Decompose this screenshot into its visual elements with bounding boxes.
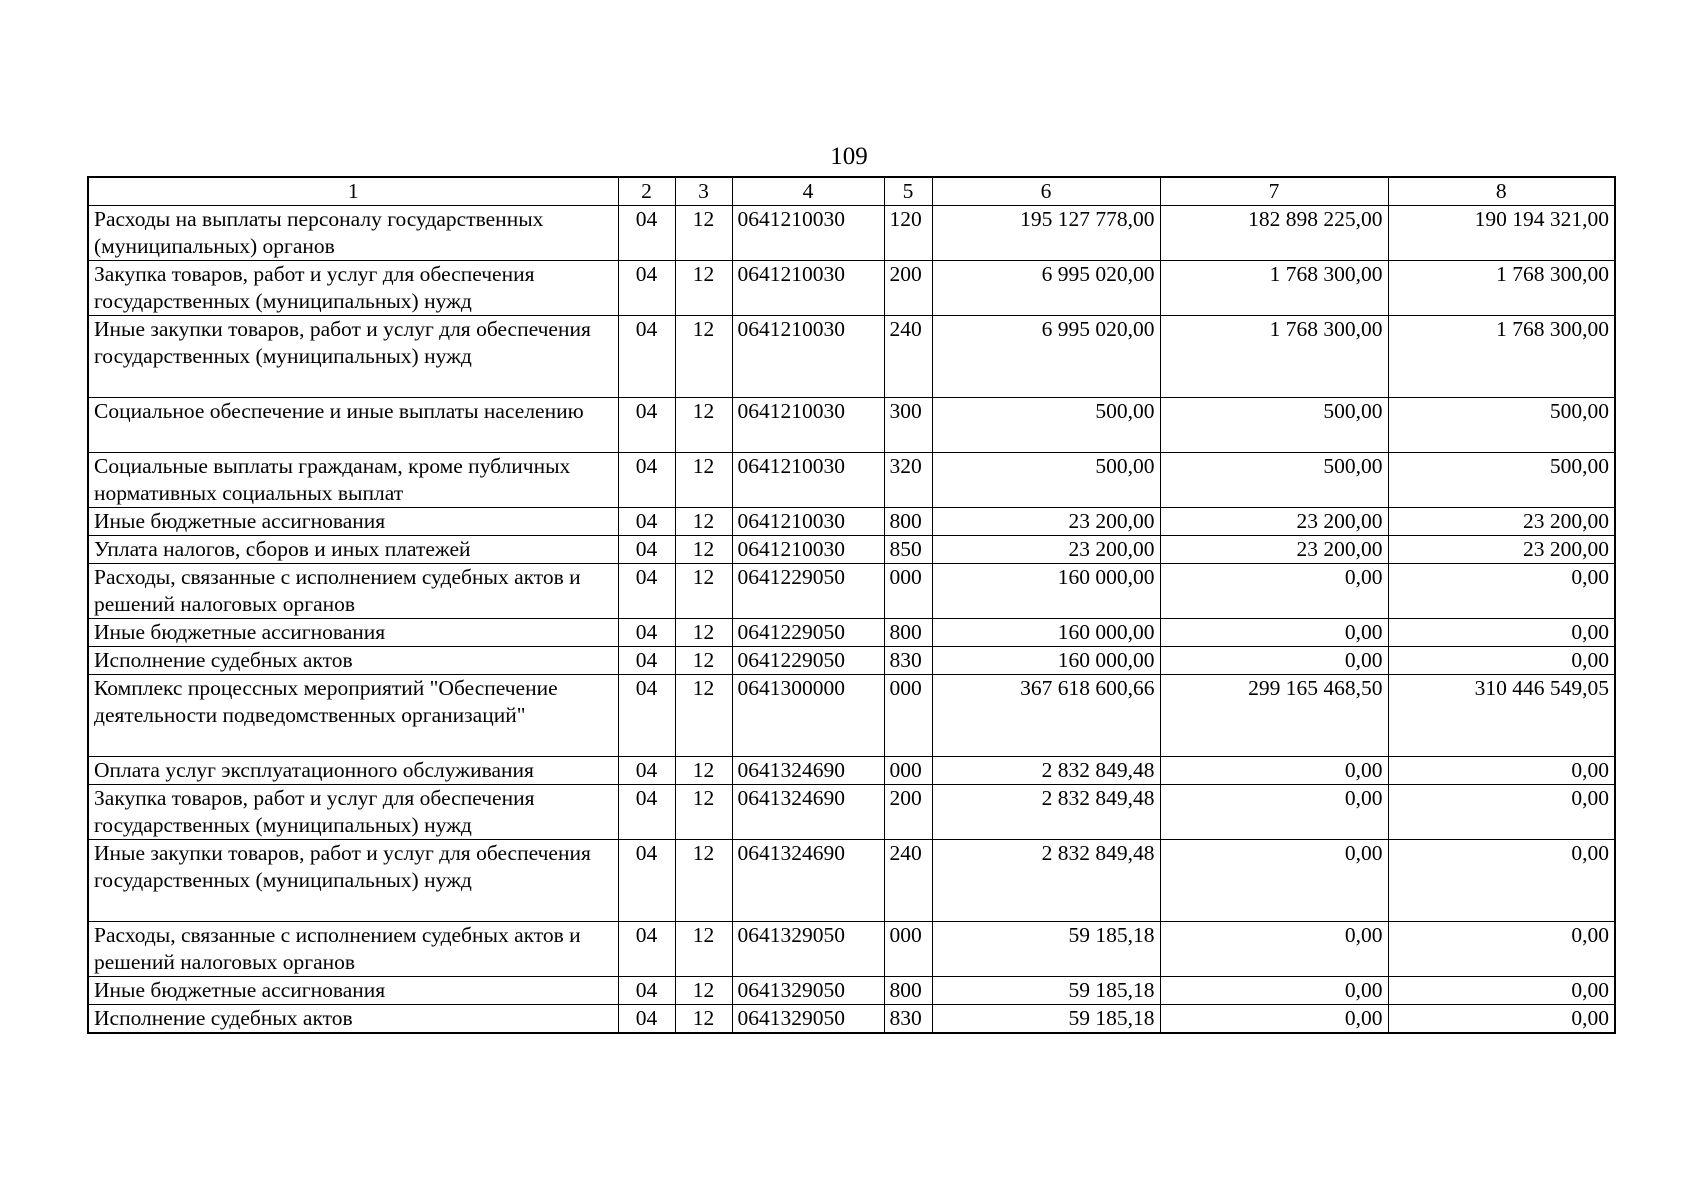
row-target-code-cell: 0641329050	[732, 1005, 884, 1034]
row-amount-col7-cell: 500,00	[1160, 398, 1388, 453]
row-expense-type-cell: 000	[884, 922, 932, 977]
row-section-cell: 04	[618, 977, 675, 1005]
row-target-code-cell: 0641324690	[732, 757, 884, 785]
row-amount-col8-cell: 310 446 549,05	[1388, 675, 1615, 757]
row-amount-col8-cell: 0,00	[1388, 757, 1615, 785]
row-section-cell: 04	[618, 619, 675, 647]
table-row	[88, 508, 1615, 536]
row-expense-type-cell: 120	[884, 206, 932, 261]
row-amount-col7-cell: 0,00	[1160, 757, 1388, 785]
row-amount-col7-cell: 1 768 300,00	[1160, 316, 1388, 398]
row-section-cell: 04	[618, 1005, 675, 1034]
row-amount-col7-cell: 23 200,00	[1160, 536, 1388, 564]
row-amount-col8-cell: 0,00	[1388, 977, 1615, 1005]
row-subsection-cell: 12	[675, 508, 732, 536]
header-cell-4: 4	[732, 177, 884, 206]
row-subsection-cell: 12	[675, 840, 732, 922]
row-amount-col7-cell: 0,00	[1160, 977, 1388, 1005]
row-subsection-cell: 12	[675, 261, 732, 316]
row-name-cell: Расходы на выплаты персоналу государственных (муниципальных) органов	[88, 206, 618, 261]
row-target-code-cell: 0641210030	[732, 398, 884, 453]
row-name-cell: Иные закупки товаров, работ и услуг для обеспечения государственных (муниципальных) нужд	[88, 840, 618, 922]
row-subsection-cell: 12	[675, 785, 732, 840]
row-section-cell: 04	[618, 840, 675, 922]
row-target-code-cell: 0641210030	[732, 206, 884, 261]
row-section-cell: 04	[618, 922, 675, 977]
row-name-cell: Социальные выплаты гражданам, кроме публичных нормативных социальных выплат	[88, 453, 618, 508]
row-subsection-cell: 12	[675, 1005, 732, 1034]
table-row	[88, 536, 1615, 564]
row-name-cell: Исполнение судебных актов	[88, 1005, 618, 1034]
row-expense-type-cell: 800	[884, 977, 932, 1005]
row-target-code-cell: 0641229050	[732, 619, 884, 647]
row-amount-col6-cell: 160 000,00	[932, 564, 1160, 619]
row-amount-col6-cell: 160 000,00	[932, 647, 1160, 675]
header-cell-2: 2	[618, 177, 675, 206]
row-amount-col8-cell: 0,00	[1388, 647, 1615, 675]
row-subsection-cell: 12	[675, 675, 732, 757]
row-amount-col8-cell: 500,00	[1388, 453, 1615, 508]
row-expense-type-cell: 800	[884, 619, 932, 647]
row-amount-col7-cell: 0,00	[1160, 1005, 1388, 1034]
row-target-code-cell: 0641329050	[732, 922, 884, 977]
row-amount-col6-cell: 2 832 849,48	[932, 757, 1160, 785]
row-name-cell: Иные бюджетные ассигнования	[88, 508, 618, 536]
row-name-cell: Комплекс процессных мероприятий "Обеспечение деятельности подведомственных организаций"	[88, 675, 618, 757]
row-amount-col6-cell: 500,00	[932, 453, 1160, 508]
row-amount-col8-cell: 0,00	[1388, 564, 1615, 619]
row-amount-col7-cell: 23 200,00	[1160, 508, 1388, 536]
table-row	[88, 1005, 1615, 1034]
row-amount-col7-cell: 1 768 300,00	[1160, 261, 1388, 316]
row-amount-col6-cell: 23 200,00	[932, 536, 1160, 564]
row-subsection-cell: 12	[675, 316, 732, 398]
row-expense-type-cell: 240	[884, 316, 932, 398]
row-section-cell: 04	[618, 316, 675, 398]
row-expense-type-cell: 800	[884, 508, 932, 536]
row-amount-col7-cell: 0,00	[1160, 564, 1388, 619]
row-section-cell: 04	[618, 206, 675, 261]
row-amount-col6-cell: 59 185,18	[932, 1005, 1160, 1034]
table-row	[88, 453, 1615, 508]
row-subsection-cell: 12	[675, 922, 732, 977]
row-amount-col8-cell: 0,00	[1388, 840, 1615, 922]
row-name-cell: Иные бюджетные ассигнования	[88, 977, 618, 1005]
row-expense-type-cell: 830	[884, 647, 932, 675]
row-target-code-cell: 0641210030	[732, 508, 884, 536]
row-amount-col6-cell: 500,00	[932, 398, 1160, 453]
row-expense-type-cell: 000	[884, 757, 932, 785]
row-amount-col6-cell: 160 000,00	[932, 619, 1160, 647]
row-amount-col7-cell: 0,00	[1160, 840, 1388, 922]
row-amount-col8-cell: 23 200,00	[1388, 508, 1615, 536]
row-amount-col7-cell: 299 165 468,50	[1160, 675, 1388, 757]
row-name-cell: Иные бюджетные ассигнования	[88, 619, 618, 647]
table-row	[88, 675, 1615, 757]
row-name-cell: Социальное обеспечение и иные выплаты населению	[88, 398, 618, 453]
table-row	[88, 922, 1615, 977]
row-amount-col8-cell: 0,00	[1388, 922, 1615, 977]
row-target-code-cell: 0641324690	[732, 785, 884, 840]
row-section-cell: 04	[618, 453, 675, 508]
row-expense-type-cell: 830	[884, 1005, 932, 1034]
row-expense-type-cell: 850	[884, 536, 932, 564]
row-amount-col6-cell: 23 200,00	[932, 508, 1160, 536]
row-name-cell: Закупка товаров, работ и услуг для обеспечения государственных (муниципальных) нужд	[88, 261, 618, 316]
row-expense-type-cell: 240	[884, 840, 932, 922]
table-row	[88, 316, 1615, 398]
row-amount-col8-cell: 190 194 321,00	[1388, 206, 1615, 261]
table-row	[88, 840, 1615, 922]
table-row	[88, 261, 1615, 316]
row-amount-col8-cell: 500,00	[1388, 398, 1615, 453]
row-subsection-cell: 12	[675, 398, 732, 453]
row-section-cell: 04	[618, 536, 675, 564]
table-body	[88, 206, 1615, 1034]
row-subsection-cell: 12	[675, 619, 732, 647]
row-amount-col6-cell: 2 832 849,48	[932, 840, 1160, 922]
row-name-cell: Иные закупки товаров, работ и услуг для обеспечения государственных (муниципальных) нужд	[88, 316, 618, 398]
budget-table	[87, 176, 1616, 1034]
row-section-cell: 04	[618, 647, 675, 675]
row-expense-type-cell: 200	[884, 261, 932, 316]
header-cell-8: 8	[1388, 177, 1615, 206]
row-section-cell: 04	[618, 785, 675, 840]
table-header	[88, 177, 1615, 206]
row-amount-col6-cell: 59 185,18	[932, 977, 1160, 1005]
row-target-code-cell: 0641300000	[732, 675, 884, 757]
row-section-cell: 04	[618, 398, 675, 453]
row-expense-type-cell: 320	[884, 453, 932, 508]
row-amount-col7-cell: 0,00	[1160, 619, 1388, 647]
row-expense-type-cell: 300	[884, 398, 932, 453]
table-row	[88, 206, 1615, 261]
row-amount-col7-cell: 500,00	[1160, 453, 1388, 508]
row-amount-col8-cell: 23 200,00	[1388, 536, 1615, 564]
row-name-cell: Закупка товаров, работ и услуг для обеспечения государственных (муниципальных) нужд	[88, 785, 618, 840]
row-section-cell: 04	[618, 261, 675, 316]
row-name-cell: Уплата налогов, сборов и иных платежей	[88, 536, 618, 564]
table-row	[88, 398, 1615, 453]
row-amount-col6-cell: 367 618 600,66	[932, 675, 1160, 757]
row-amount-col7-cell: 0,00	[1160, 785, 1388, 840]
row-subsection-cell: 12	[675, 536, 732, 564]
table-row	[88, 647, 1615, 675]
header-cell-7: 7	[1160, 177, 1388, 206]
row-subsection-cell: 12	[675, 564, 732, 619]
row-section-cell: 04	[618, 675, 675, 757]
row-section-cell: 04	[618, 508, 675, 536]
row-name-cell: Расходы, связанные с исполнением судебных актов и решений налоговых органов	[88, 922, 618, 977]
row-amount-col7-cell: 182 898 225,00	[1160, 206, 1388, 261]
row-target-code-cell: 0641210030	[732, 261, 884, 316]
row-subsection-cell: 12	[675, 977, 732, 1005]
row-target-code-cell: 0641229050	[732, 647, 884, 675]
row-amount-col6-cell: 6 995 020,00	[932, 261, 1160, 316]
table-row	[88, 785, 1615, 840]
row-amount-col8-cell: 0,00	[1388, 1005, 1615, 1034]
row-amount-col7-cell: 0,00	[1160, 647, 1388, 675]
row-subsection-cell: 12	[675, 206, 732, 261]
row-name-cell: Расходы, связанные с исполнением судебных актов и решений налоговых органов	[88, 564, 618, 619]
row-expense-type-cell: 200	[884, 785, 932, 840]
row-amount-col7-cell: 0,00	[1160, 922, 1388, 977]
header-cell-6: 6	[932, 177, 1160, 206]
row-amount-col6-cell: 6 995 020,00	[932, 316, 1160, 398]
row-subsection-cell: 12	[675, 757, 732, 785]
row-amount-col6-cell: 195 127 778,00	[932, 206, 1160, 261]
row-subsection-cell: 12	[675, 647, 732, 675]
row-amount-col8-cell: 1 768 300,00	[1388, 261, 1615, 316]
row-amount-col8-cell: 0,00	[1388, 785, 1615, 840]
header-cell-3: 3	[675, 177, 732, 206]
table-row	[88, 564, 1615, 619]
row-amount-col6-cell: 2 832 849,48	[932, 785, 1160, 840]
row-target-code-cell: 0641210030	[732, 316, 884, 398]
table-row	[88, 619, 1615, 647]
row-target-code-cell: 0641324690	[732, 840, 884, 922]
row-target-code-cell: 0641210030	[732, 453, 884, 508]
row-section-cell: 04	[618, 564, 675, 619]
row-name-cell: Исполнение судебных актов	[88, 647, 618, 675]
row-target-code-cell: 0641329050	[732, 977, 884, 1005]
row-subsection-cell: 12	[675, 453, 732, 508]
row-amount-col8-cell: 1 768 300,00	[1388, 316, 1615, 398]
row-amount-col6-cell: 59 185,18	[932, 922, 1160, 977]
row-name-cell: Оплата услуг эксплуатационного обслуживания	[88, 757, 618, 785]
row-section-cell: 04	[618, 757, 675, 785]
row-expense-type-cell: 000	[884, 675, 932, 757]
header-cell-5: 5	[884, 177, 932, 206]
row-expense-type-cell: 000	[884, 564, 932, 619]
table-row	[88, 757, 1615, 785]
row-target-code-cell: 0641229050	[732, 564, 884, 619]
row-amount-col8-cell: 0,00	[1388, 619, 1615, 647]
header-row	[88, 177, 1615, 206]
row-target-code-cell: 0641210030	[732, 536, 884, 564]
header-cell-1: 1	[88, 177, 618, 206]
page-number: 109	[830, 143, 868, 170]
table-row	[88, 977, 1615, 1005]
